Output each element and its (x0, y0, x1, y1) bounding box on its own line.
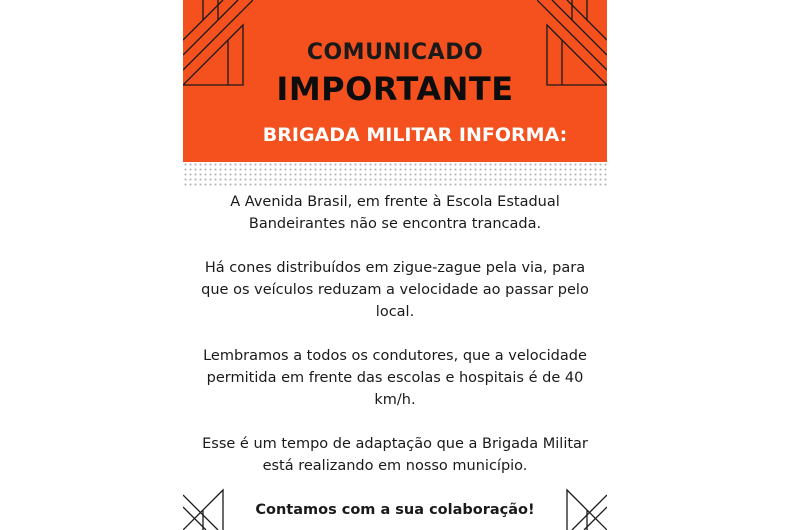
subtitle: BRIGADA MILITAR INFORMA: (262, 124, 568, 146)
triangle-pattern-bottom-left (183, 485, 228, 530)
closing-line: Contamos com a sua colaboração! (255, 502, 535, 518)
announcement-poster (183, 0, 607, 530)
paragraph-3: Lembramos a todos os condutores, que a velocidade permitida em frente das escolas e hospitais é de 40 km/h. (203, 348, 587, 408)
paragraph-1: A Avenida Brasil, em frente à Escola Estadual Bandeirantes não se encontra trancada. (230, 194, 560, 232)
header-banner (183, 0, 607, 162)
paragraph-4: Esse é um tempo de adaptação que a Brigada Militar está realizando em nosso município. (202, 436, 588, 474)
triangle-pattern-bottom-right (562, 485, 607, 530)
title-line-2: IMPORTANTE (276, 70, 514, 108)
paragraph-2: Há cones distribuídos em zigue-zague pela via, para que os veículos reduzam a velocidade ao passar pelo local. (201, 260, 589, 320)
dot-pattern (183, 162, 607, 188)
announcement-body (197, 191, 593, 521)
title-line-1: COMUNICADO (306, 40, 484, 65)
